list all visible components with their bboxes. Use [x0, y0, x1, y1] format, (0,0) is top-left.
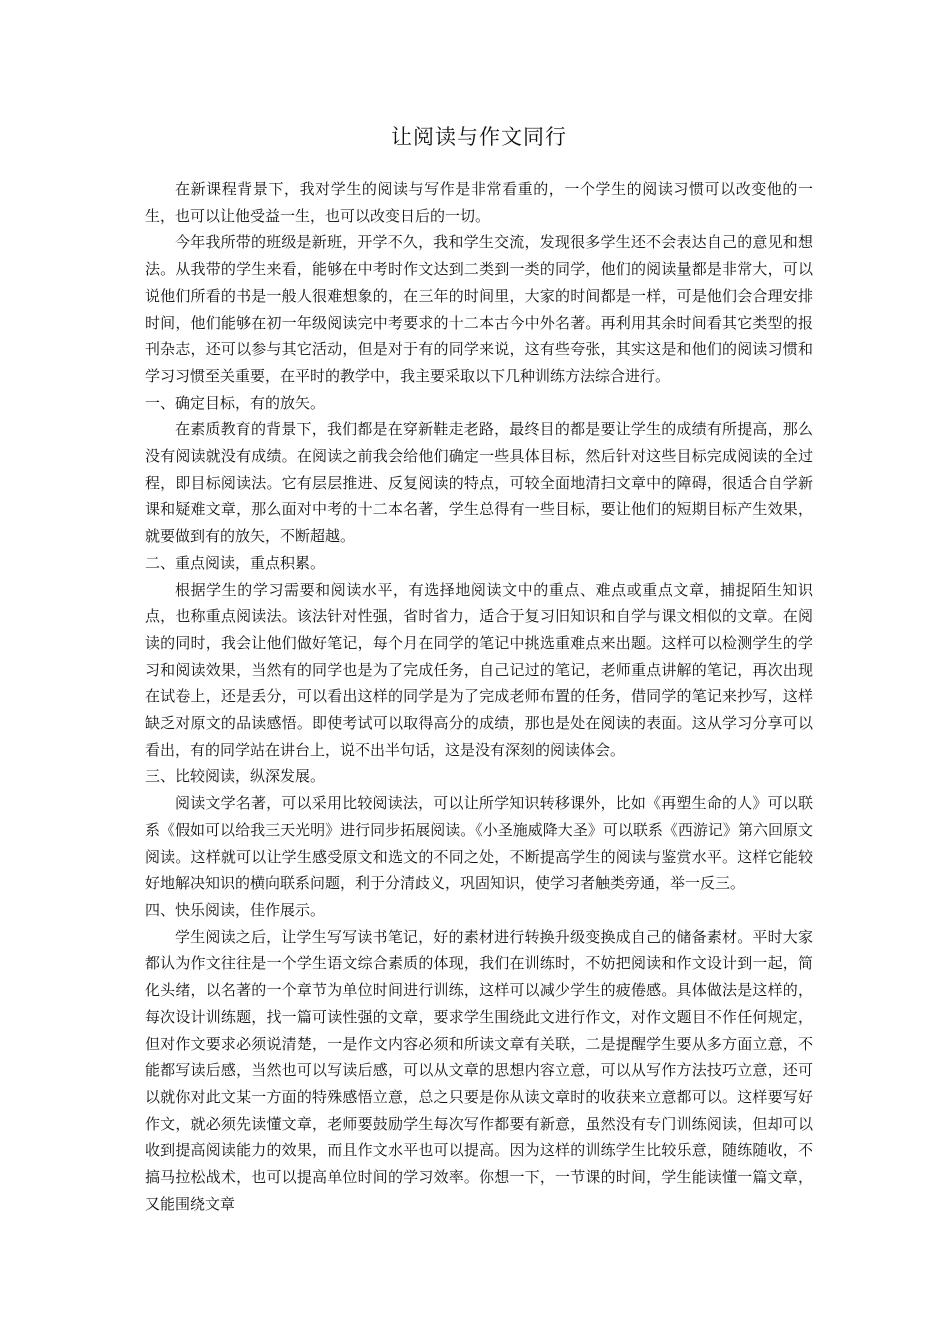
section-heading-4: 四、快乐阅读，佳作展示。 — [145, 900, 326, 919]
paragraph-intro: 在新课程背景下，我对学生的阅读与写作是非常看重的，一个学生的阅读习惯可以改变他的一生，也可以让他受益一生，也可以改变日后的一切。 — [145, 180, 813, 225]
paragraph-section-1: 在素质教育的背景下，我们都是在穿新鞋走老路，最终目的都是要让学生的成绩有所提高，那么没有阅读就没有成绩。在阅读之前我会给他们确定一些具体目标，然后针对这些目标完成阅读的全过程，即目标阅读法。它有层层推进、反复阅读的特点，可较全面地清扫文章中的障碍，很适合自学新课和疑难文章，那么面对中考的十二本名著，学生总得有一些目标，要让他们的短期目标产生效果，就要做到有的放矢，不断超越。 — [145, 420, 813, 546]
section-heading-1: 一、确定目标，有的放矢。 — [145, 393, 326, 412]
section-heading-3: 三、比较阅读，纵深发展。 — [145, 767, 326, 786]
paragraph-class-background: 今年我所带的班级是新班，开学不久，我和学生交流，发现很多学生还不会表达自己的意见和想法。从我带的学生来看，能够在中考时作文达到二类到一类的同学，他们的阅读量都是非常大，可以说他们所看的书是一般人很难想象的，在三年的时间里，大家的时间都是一样，可是他们会合理安排时间，他们能够在初一年级阅读完中考要求的十二本古今中外名著。再利用其余时间看其它类型的报刊杂志，还可以参与其它活动，但是对于有的同学来说，这有些夸张，其实这是和他们的阅读习惯和学习习惯至关重要，在平时的教学中，我主要采取以下几种训练方法综合进行。 — [145, 233, 813, 385]
document-title: 让阅读与作文同行 — [391, 125, 567, 149]
paragraph-section-3: 阅读文学名著，可以采用比较阅读法，可以让所学知识转移课外，比如《再塑生命的人》可以联系《假如可以给我三天光明》进行同步拓展阅读。《小圣施威降大圣》可以联系《西游记》第六回原文阅读。这样就可以让学生感受原文和选文的不同之处，不断提高学生的阅读与鉴赏水平。这样它能较好地解决知识的横向联系问题，利于分清歧义，巩固知识，使学习者触类旁通，举一反三。 — [145, 794, 813, 893]
paragraph-section-2: 根据学生的学习需要和阅读水平，有选择地阅读文中的重点、难点或重点文章，捕捉陌生知识点，也称重点阅读法。该法针对性强，省时省力，适合于复习旧知识和自学与课文相似的文章。在阅读的同时，我会让他们做好笔记，每个月在同学的笔记中挑选重难点来出题。这样可以检测学生的学习和阅读效果，当然有的同学也是为了完成任务，自己记过的笔记，老师重点讲解的笔记，再次出现在试卷上，还是丢分，可以看出这样的同学是为了完成老师布置的任务，借同学的笔记来抄写，这样缺乏对原文的品读感悟。即使考试可以取得高分的成绩，那也是处在阅读的表面。这从学习分享可以看出，有的同学站在讲台上，说不出半句话，这是没有深刻的阅读体会。 — [145, 580, 813, 759]
section-heading-2: 二、重点阅读，重点积累。 — [145, 553, 326, 572]
paragraph-section-4: 学生阅读之后，让学生写写读书笔记，好的素材进行转换升级变换成自己的储备素材。平时大家都认为作文往往是一个学生语文综合素质的体现，我们在训练时，不妨把阅读和作文设计到一起，简化头绪，以名著的一个章节为单位时间进行训练，这样可以减少学生的疲倦感。具体做法是这样的，每次设计训练题，找一篇可读性强的文章，要求学生围绕此文进行作文，对作文题目不作任何规定，但对作文要求必须说清楚，一是作文内容必须和所读文章有关联，二是提醒学生要从多方面立意，不能都写读后感，当然也可以写读后感，可以从文章的思想内容立意，可以从写作方法技巧立意，还可以就你对此文某一方面的特殊感悟立意，总之只要是你从读文章时的收获来立意都可以。这样要写好作文，就必须先读懂文章，老师要鼓励学生每次写作都要有新意，虽然没有专门训练阅读，但却可以收到提高阅读能力的效果，而且作文水平也可以提高。因为这样的训练学生比较乐意，随练随收，不搞马拉松战术，也可以提高单位时间的学习效率。你想一下，一节课的时间，学生能读懂一篇文章，又能围绕文章 — [145, 927, 813, 1213]
document-page — [145, 120, 813, 1217]
